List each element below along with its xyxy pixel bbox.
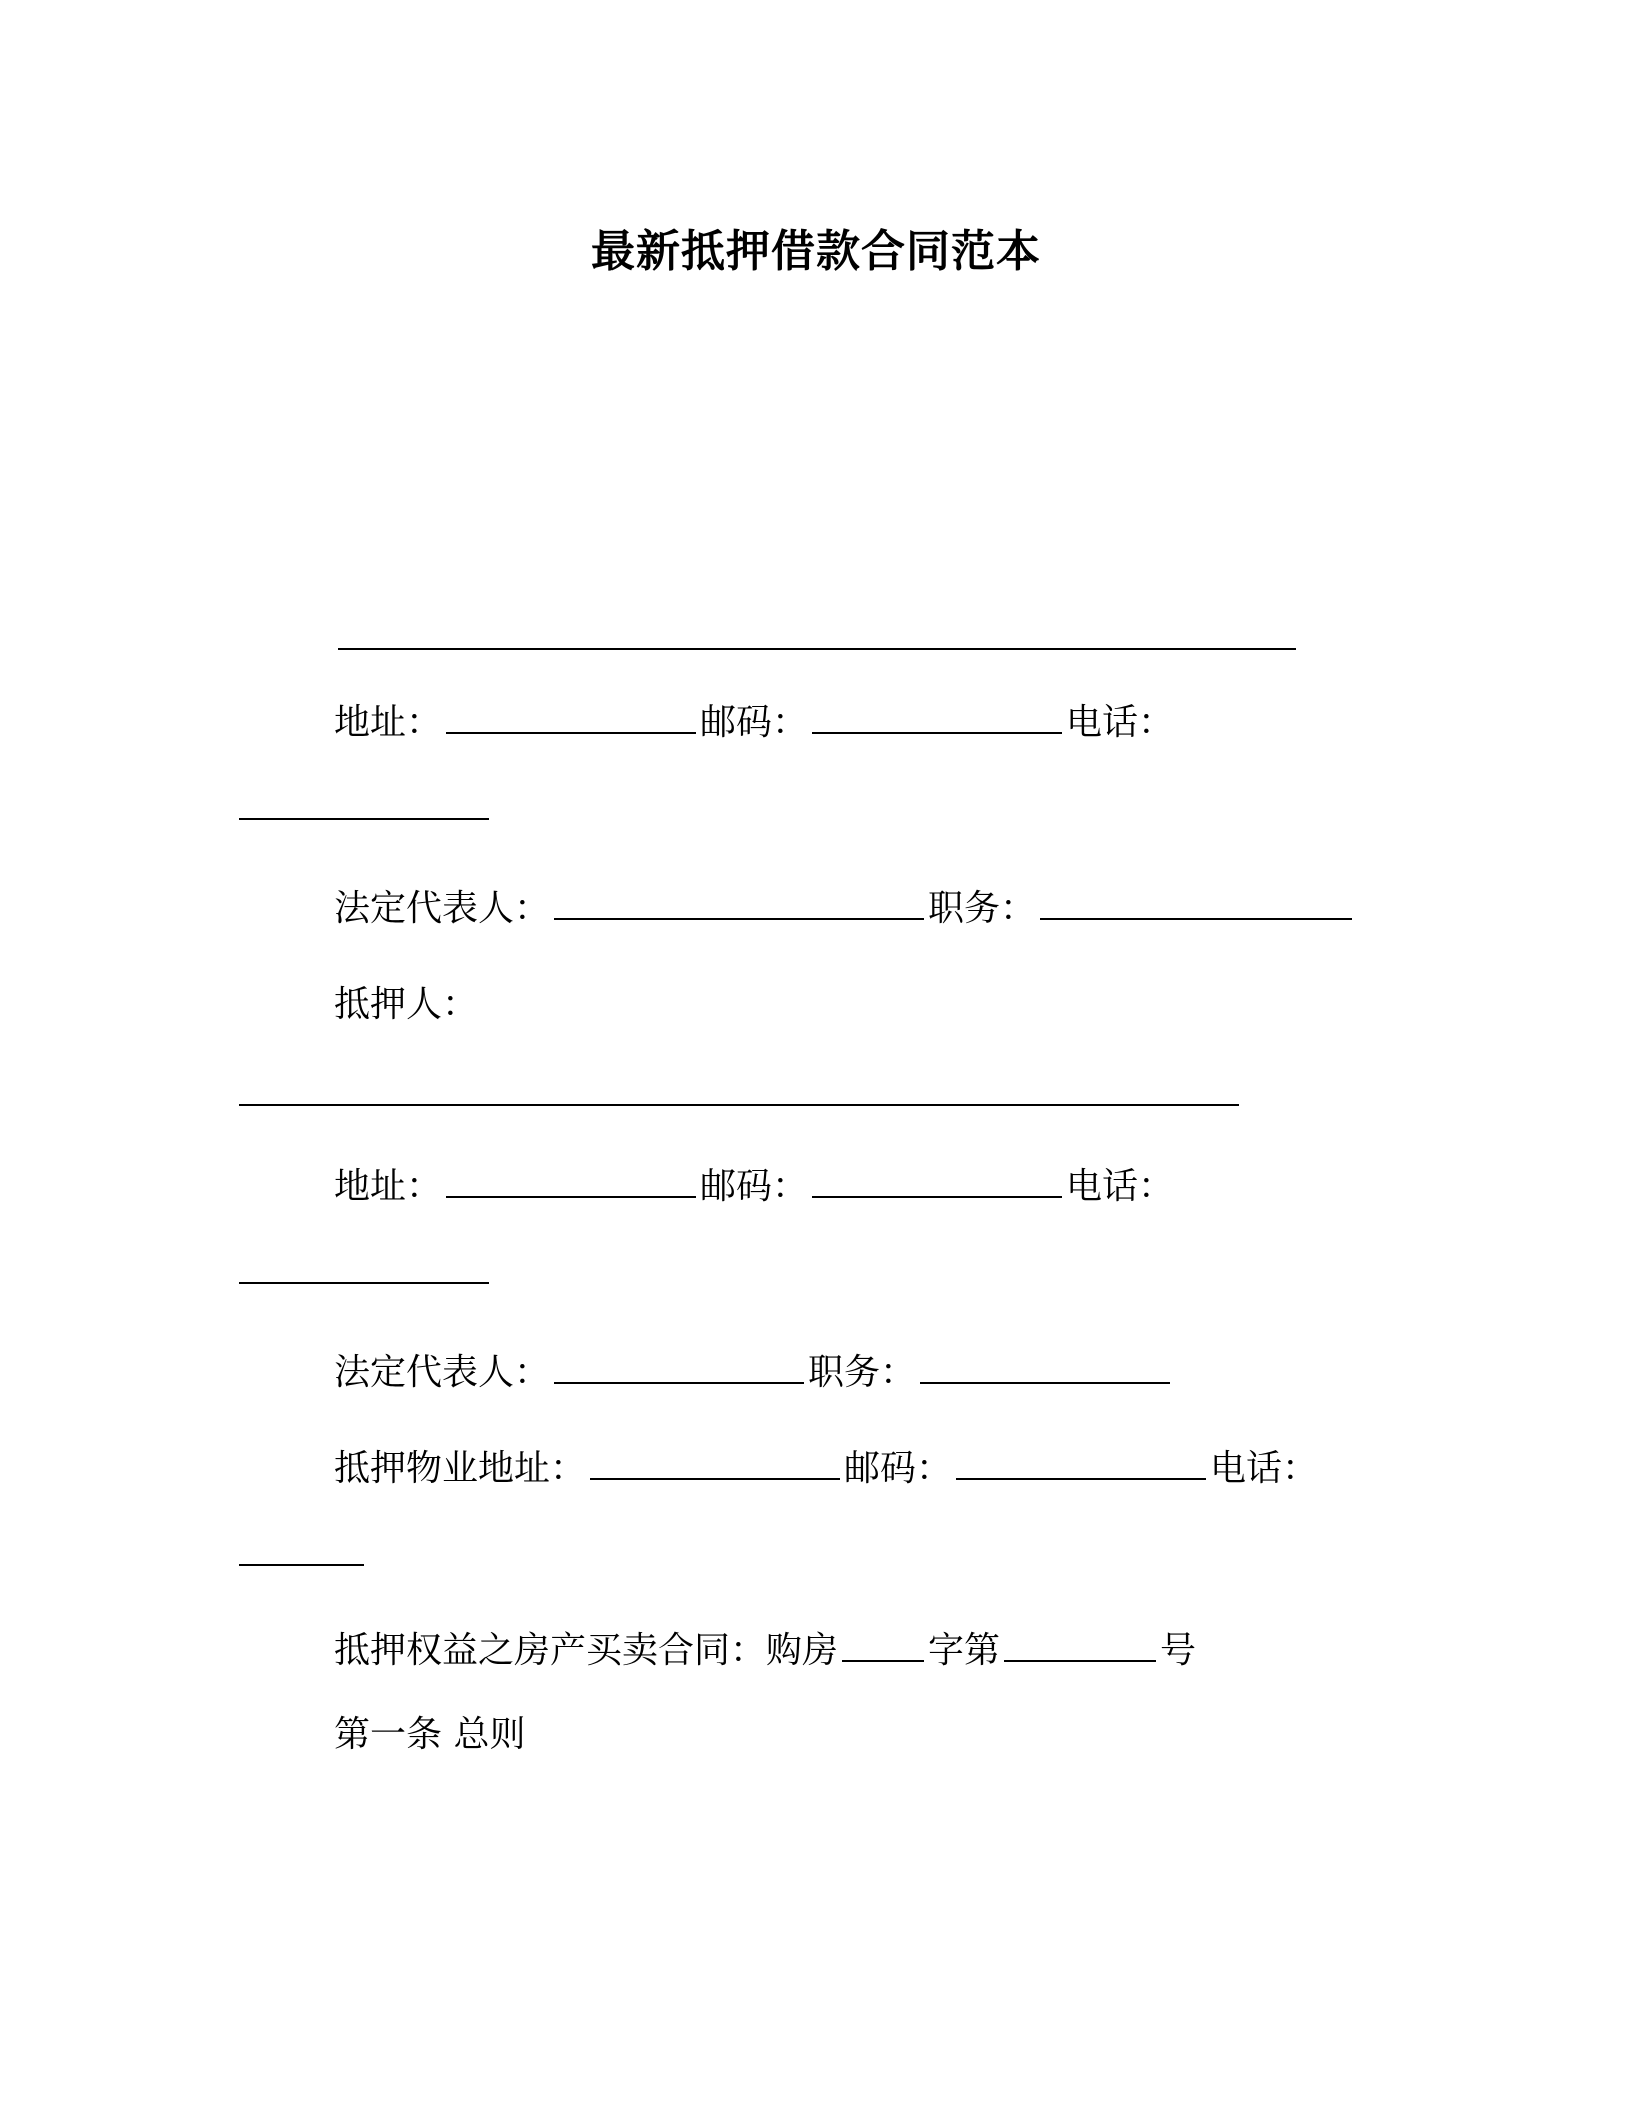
article-1-heading: 第一条 总则	[334, 1714, 526, 1755]
postcode-blank[interactable]	[812, 1160, 1062, 1198]
phone-blank[interactable]	[239, 1528, 364, 1566]
mortgagor-label: 抵押人：	[334, 984, 479, 1025]
party-a-name-line	[334, 612, 1300, 664]
position-label: 职务：	[808, 1352, 917, 1393]
postcode-label: 邮码：	[700, 702, 809, 743]
contract-reference-line	[334, 1624, 1196, 1676]
postcode-blank[interactable]	[812, 696, 1062, 734]
mortgagor-label-line	[334, 980, 478, 1030]
address-blank[interactable]	[446, 696, 696, 734]
phone-label: 电话：	[1210, 1448, 1319, 1489]
document-title: 最新抵押借款合同范本	[591, 226, 1041, 277]
legal-rep-blank[interactable]	[554, 882, 924, 920]
party-a-phone-continuation	[239, 782, 493, 834]
party-a-contact-line	[334, 696, 1174, 748]
postcode-label: 邮码：	[700, 1166, 809, 1207]
contract-ref-blank-1[interactable]	[842, 1624, 924, 1662]
property-address-label: 抵押物业地址：	[334, 1448, 587, 1489]
contract-ref-prefix: 抵押权益之房产买卖合同：购房	[334, 1630, 839, 1671]
mortgagor-phone-continuation	[239, 1246, 493, 1298]
property-address-blank[interactable]	[590, 1442, 840, 1480]
postcode-blank[interactable]	[956, 1442, 1206, 1480]
contract-ref-suffix: 号	[1160, 1630, 1197, 1671]
party-a-name-blank[interactable]	[338, 612, 1296, 650]
position-blank[interactable]	[1040, 882, 1352, 920]
phone-label: 电话：	[1066, 1166, 1175, 1207]
mortgagor-name-line	[239, 1068, 1243, 1120]
address-label: 地址：	[334, 1166, 443, 1207]
contract-ref-middle: 字第	[928, 1630, 1001, 1671]
phone-label: 电话：	[1066, 702, 1175, 743]
position-label: 职务：	[928, 888, 1037, 929]
phone-blank[interactable]	[239, 782, 489, 820]
position-blank[interactable]	[920, 1346, 1170, 1384]
mortgagor-contact-line	[334, 1160, 1174, 1212]
address-blank[interactable]	[446, 1160, 696, 1198]
postcode-label: 邮码：	[844, 1448, 953, 1489]
legal-rep-label: 法定代表人：	[334, 888, 551, 929]
mortgagor-name-blank[interactable]	[239, 1068, 1239, 1106]
party-a-legal-rep-line	[334, 882, 1356, 934]
mortgagor-legal-rep-line	[334, 1346, 1174, 1398]
legal-rep-label: 法定代表人：	[334, 1352, 551, 1393]
address-label: 地址：	[334, 702, 443, 743]
legal-rep-blank[interactable]	[554, 1346, 804, 1384]
property-phone-continuation	[239, 1528, 368, 1580]
phone-blank[interactable]	[239, 1246, 489, 1284]
contract-ref-blank-2[interactable]	[1004, 1624, 1156, 1662]
property-address-line	[334, 1442, 1318, 1494]
